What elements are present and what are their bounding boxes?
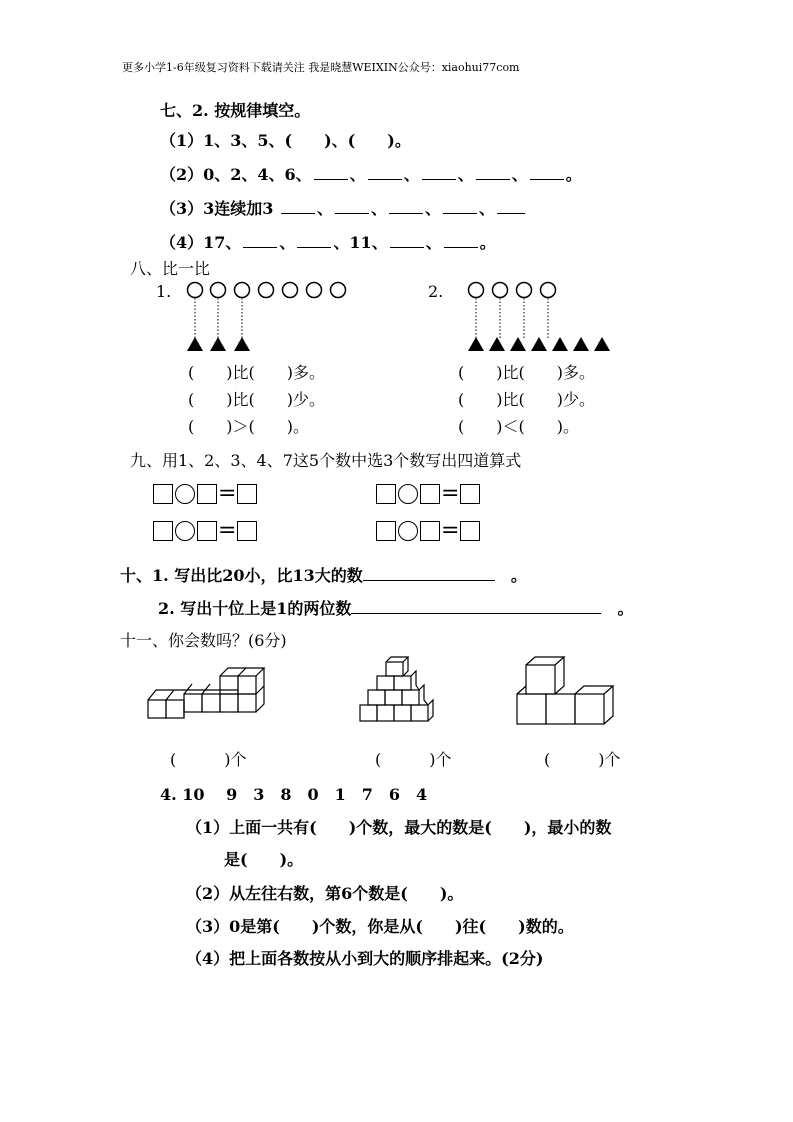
number-sequence: 4. 10 9 3 8 0 1 7 6 4 bbox=[160, 785, 428, 804]
s10-q1-text: 十、1. 写出比20小，比13大的数 bbox=[120, 566, 363, 585]
compare-1-number: 1. bbox=[156, 282, 172, 301]
compare-2-number: 2. bbox=[428, 282, 444, 301]
compare-1-more: ( )比( )多。 bbox=[188, 363, 325, 382]
compare-2-less: ( )比( )少。 bbox=[458, 390, 595, 409]
equation-4[interactable]: = bbox=[376, 518, 480, 543]
s4-q1a: （1）上面一共有( )个数，最大的数是( )，最小的数 bbox=[186, 818, 612, 837]
s7-q3: （3）3连续加3 、 、 、 、 bbox=[160, 196, 527, 219]
compare-2-more: ( )比( )多。 bbox=[458, 363, 595, 382]
section-9-title: 九、用1、2、3、4、7这5个数中选3个数写出四道算式 bbox=[130, 451, 522, 470]
section-8-title: 八、比一比 bbox=[130, 259, 211, 278]
period: 。 bbox=[510, 566, 527, 585]
s7-q2-text: （2）0、2、4、6、 bbox=[160, 165, 312, 184]
s7-q3-text: （3）3连续加3 bbox=[160, 199, 274, 218]
section-11-title: 十一、你会数吗？(6分) bbox=[120, 631, 287, 650]
s7-q1: （1）1、3、5、( )、( )。 bbox=[160, 131, 411, 150]
equation-1[interactable]: = bbox=[153, 481, 257, 506]
period: 。 bbox=[617, 599, 634, 618]
equation-2[interactable]: = bbox=[376, 481, 480, 506]
compare-1-less: ( )比( )少。 bbox=[188, 390, 325, 409]
compare-1-gt: ( )＞( )。 bbox=[188, 417, 309, 436]
s7-q4-text-a: （4）17、 bbox=[160, 233, 242, 252]
page-header: 更多小学1-6年级复习资料下载请关注 我是晓慧WEIXIN公众号：xiaohui77com bbox=[122, 61, 520, 74]
s7-q2: （2）0、2、4、6、 、 、 、 、 。 bbox=[160, 165, 582, 184]
compare-2-lt: ( )＜( )。 bbox=[458, 417, 579, 436]
s7-q4: （4）17、 、 、11、 、 。 bbox=[160, 233, 496, 252]
s4-q2: （2）从左往右数，第6个数是( )。 bbox=[186, 884, 464, 903]
count-answer-2: ( )个 bbox=[375, 750, 452, 769]
s4-q1b: 是( )。 bbox=[224, 850, 304, 869]
count-answer-3: ( )个 bbox=[544, 750, 621, 769]
s4-q3: （3）0是第( )个数，你是从( )往( )数的。 bbox=[186, 917, 574, 936]
section-7-title: 七、2. 按规律填空。 bbox=[160, 101, 311, 120]
s7-q4-text-b: 、11、 bbox=[333, 233, 388, 252]
count-answer-1: ( )个 bbox=[170, 750, 247, 769]
equation-3[interactable]: = bbox=[153, 518, 257, 543]
s10-q2-text: 2. 写出十位上是1的两位数 bbox=[158, 599, 352, 618]
s4-q4: （4）把上面各数按从小到大的顺序排起来。(2分) bbox=[186, 949, 544, 968]
